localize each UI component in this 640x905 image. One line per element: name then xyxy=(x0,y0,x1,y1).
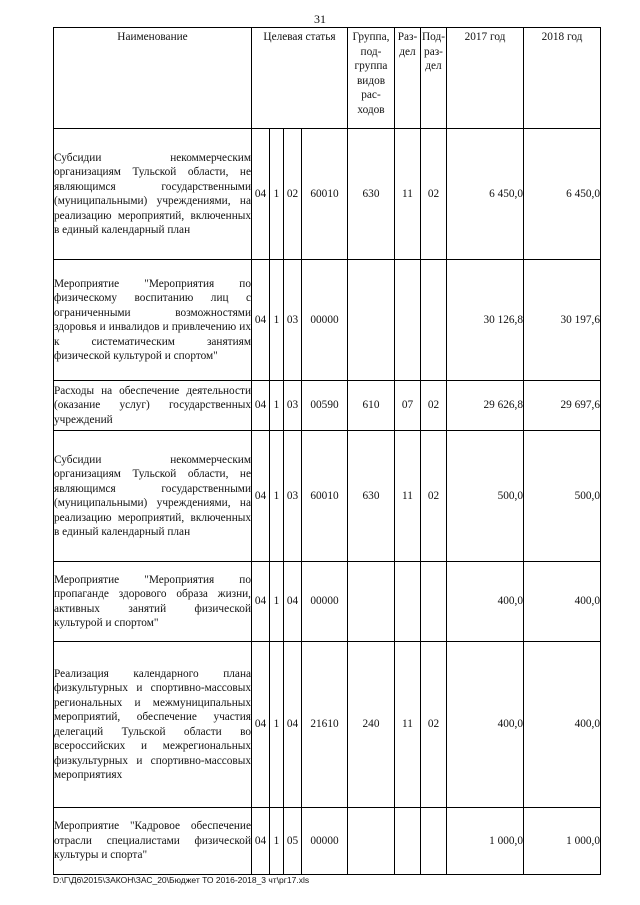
amount-2017: 29 626,8 xyxy=(447,381,524,431)
file-path-footer: D:\Г\Д6\2015\ЗАКОН\ЗАС_20\Бюджет ТО 2016-2018_3 чт\рг17.xls xyxy=(53,875,310,885)
target-code-subprogram: 1 xyxy=(270,260,284,381)
page-number: 31 xyxy=(314,12,326,26)
amount-2017: 400,0 xyxy=(447,642,524,808)
amount-2018: 29 697,6 xyxy=(524,381,601,431)
table-row xyxy=(54,808,601,875)
target-code-event: 03 xyxy=(284,260,302,381)
section-code: 11 xyxy=(395,431,421,562)
table-row xyxy=(54,562,601,642)
table-row xyxy=(54,381,601,431)
target-code-subprogram: 1 xyxy=(270,431,284,562)
target-code-event: 05 xyxy=(284,808,302,875)
amount-2017: 30 126,8 xyxy=(447,260,524,381)
expense-group: 630 xyxy=(348,431,395,562)
target-code-direction: 00000 xyxy=(302,260,348,381)
target-code-direction: 21610 xyxy=(302,642,348,808)
target-code-event: 04 xyxy=(284,642,302,808)
target-code-program: 04 xyxy=(252,642,270,808)
target-code-event: 03 xyxy=(284,431,302,562)
target-code-subprogram: 1 xyxy=(270,808,284,875)
section-code xyxy=(395,808,421,875)
section-code: 07 xyxy=(395,381,421,431)
target-code-program: 04 xyxy=(252,431,270,562)
subsection-code xyxy=(421,562,447,642)
target-code-event: 04 xyxy=(284,562,302,642)
target-code-direction: 00000 xyxy=(302,808,348,875)
subsection-code xyxy=(421,808,447,875)
expense-group xyxy=(348,260,395,381)
target-code-program: 04 xyxy=(252,381,270,431)
section-code xyxy=(395,260,421,381)
header-subsection: Под- раз- дел xyxy=(421,28,447,129)
target-code-subprogram: 1 xyxy=(270,129,284,260)
target-code-event: 02 xyxy=(284,129,302,260)
amount-2018: 500,0 xyxy=(524,431,601,562)
target-code-program: 04 xyxy=(252,260,270,381)
header-group: Группа, под- группа видов рас- ходов xyxy=(348,28,395,129)
amount-2017: 400,0 xyxy=(447,562,524,642)
target-code-event: 03 xyxy=(284,381,302,431)
expense-group: 630 xyxy=(348,129,395,260)
table-row xyxy=(54,129,601,260)
header-name: Наименование xyxy=(54,28,252,129)
header-row xyxy=(54,28,601,129)
subsection-code: 02 xyxy=(421,431,447,562)
row-name: Субсидии некоммерческим организациям Тульской области, не являющимся государственными (муниципальными) учреждениями, на реализацию мероприятий, включенных в единый календарный план xyxy=(54,431,252,562)
amount-2017: 6 450,0 xyxy=(447,129,524,260)
target-code-program: 04 xyxy=(252,129,270,260)
subsection-code: 02 xyxy=(421,381,447,431)
header-2018: 2018 год xyxy=(524,28,601,129)
amount-2017: 500,0 xyxy=(447,431,524,562)
amount-2018: 400,0 xyxy=(524,642,601,808)
amount-2017: 1 000,0 xyxy=(447,808,524,875)
target-code-direction: 00000 xyxy=(302,562,348,642)
expense-group xyxy=(348,808,395,875)
budget-table xyxy=(53,27,601,875)
target-code-subprogram: 1 xyxy=(270,381,284,431)
header-2017: 2017 год xyxy=(447,28,524,129)
section-code: 11 xyxy=(395,129,421,260)
row-name: Мероприятие "Мероприятия по пропаганде здорового образа жизни, активных занятий физической культурой и спортом" xyxy=(54,562,252,642)
row-name: Мероприятие "Мероприятия по физическому воспитанию лиц с ограниченными возможностями здоровья и инвалидов и привлечению их к систематическим занятиям физической культурой и спортом" xyxy=(54,260,252,381)
subsection-code: 02 xyxy=(421,642,447,808)
header-target: Целевая статья xyxy=(252,28,348,129)
expense-group xyxy=(348,562,395,642)
table-row xyxy=(54,642,601,808)
section-code: 11 xyxy=(395,642,421,808)
target-code-direction: 00590 xyxy=(302,381,348,431)
row-name: Расходы на обеспечение деятельности (оказание услуг) государственных учреждений xyxy=(54,381,252,431)
row-name: Субсидии некоммерческим организациям Тульской области, не являющимся государственными (муниципальными) учреждениями, на реализацию мероприятий, включенных в единый календарный план xyxy=(54,129,252,260)
row-name: Реализация календарного плана физкультурных и спортивно-массовых региональных и межмуниципальных мероприятий, обеспечение участия делегаций Тульской области во всероссийских и межрегиональных физкультурных и спортивно-массовых мероприятиях xyxy=(54,642,252,808)
target-code-direction: 60010 xyxy=(302,129,348,260)
row-name: Мероприятие "Кадровое обеспечение отрасли специалистами физической культуры и спорта" xyxy=(54,808,252,875)
subsection-code xyxy=(421,260,447,381)
amount-2018: 400,0 xyxy=(524,562,601,642)
target-code-direction: 60010 xyxy=(302,431,348,562)
table-row xyxy=(54,431,601,562)
table-row xyxy=(54,260,601,381)
target-code-subprogram: 1 xyxy=(270,562,284,642)
target-code-program: 04 xyxy=(252,562,270,642)
target-code-program: 04 xyxy=(252,808,270,875)
section-code xyxy=(395,562,421,642)
expense-group: 240 xyxy=(348,642,395,808)
expense-group: 610 xyxy=(348,381,395,431)
amount-2018: 1 000,0 xyxy=(524,808,601,875)
amount-2018: 30 197,6 xyxy=(524,260,601,381)
target-code-subprogram: 1 xyxy=(270,642,284,808)
amount-2018: 6 450,0 xyxy=(524,129,601,260)
header-section: Раз- дел xyxy=(395,28,421,129)
subsection-code: 02 xyxy=(421,129,447,260)
